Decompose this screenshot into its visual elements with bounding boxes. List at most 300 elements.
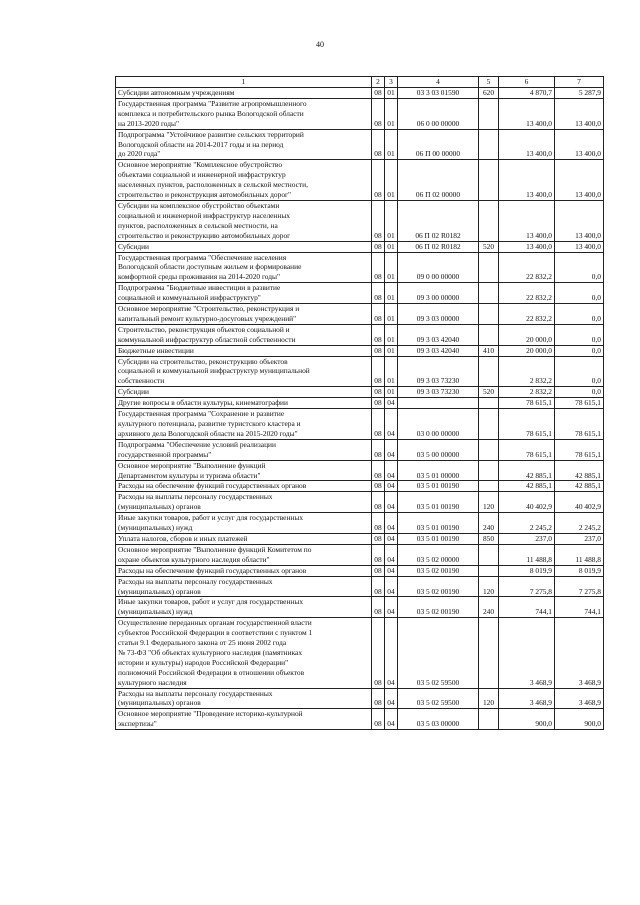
expense-type-cell-text: 120 [482,586,495,596]
table-row [116,597,604,618]
table-row [116,356,604,387]
target-article-cell-text: 06 0 00 00000 [416,118,460,128]
target-article-cell-text: 03 5 01 00190 [416,502,460,512]
target-article-cell-text: 03 5 02 00190 [416,565,460,575]
expense-type-cell [479,709,499,730]
subsection-code-cell [385,709,398,730]
expense-type-cell-text: 120 [482,698,495,708]
expense-type-cell [479,283,499,304]
table-row [116,688,604,709]
table-row [116,709,604,730]
amount-year2-cell-text: 42 885,1 [575,481,601,491]
expense-type-cell [479,460,499,481]
target-article-cell [398,565,479,576]
amount-year1-cell [499,345,555,356]
row-name-cell-text: Основное мероприятие "Выполнение функций Комитетом по охране объектов культурного наследия области" [118,544,312,564]
amount-year1-cell-text: 22 832,2 [526,293,552,303]
amount-year1-cell-text: 7 275,8 [529,586,552,596]
amount-year1-cell [499,129,555,160]
amount-year2-cell [555,597,604,618]
amount-year2-cell-text: 13 400,0 [575,190,601,200]
expense-type-cell [479,387,499,398]
target-article-cell-text: 09 3 03 00000 [416,313,460,323]
expense-type-cell-text: 240 [482,523,495,533]
amount-year2-cell [555,387,604,398]
amount-year1-cell-text: 78 615,1 [526,449,552,459]
target-article-cell [398,98,479,129]
subsection-code-cell [385,576,398,597]
amount-year2-cell-text: 744,1 [584,607,601,617]
subsection-code-cell-text: 01 [387,118,395,128]
expense-type-cell [479,160,499,201]
section-code-cell [372,618,385,688]
table-row [116,129,604,160]
amount-year2-cell [555,324,604,345]
target-article-cell [398,304,479,325]
subsection-code-cell-text: 04 [387,533,395,543]
subsection-code-cell [385,304,398,325]
table-row [116,160,604,201]
section-code-cell-text: 08 [374,376,382,386]
row-name-cell [116,409,372,440]
table-row [116,241,604,252]
row-name-cell-text: Субсидии [118,387,150,397]
subsection-code-cell [385,283,398,304]
row-name-cell [116,492,372,513]
target-article-cell [398,439,479,460]
section-code-cell-text: 08 [374,428,382,438]
target-article-cell-text: 06 П 02 R0182 [415,230,461,240]
amount-year2-cell-text: 0,0 [591,293,601,303]
target-article-cell [398,129,479,160]
subsection-code-cell-text: 01 [387,88,395,97]
amount-year2-cell [555,283,604,304]
header-cell: 3 [385,77,398,88]
row-name-cell-text: Государственная программа "Сохранение и развитие культурного потенциала, развитие туристского кластера и архивного дела Вологодской области на 2015-2020 годы" [118,409,301,438]
amount-year1-cell-text: 3 468,9 [529,677,552,687]
amount-year1-cell-text: 8 019,9 [529,565,552,575]
expense-type-cell-text: 240 [482,607,495,617]
table-row [116,409,604,440]
expense-type-cell [479,618,499,688]
row-name-cell-text: Уплата налогов, сборов и иных платежей [118,533,248,543]
amount-year1-cell-text: 11 488,8 [526,554,552,564]
amount-year2-cell [555,200,604,241]
section-code-cell [372,88,385,99]
section-code-cell [372,283,385,304]
target-article-cell-text: 03 0 00 00000 [416,428,460,438]
amount-year1-cell [499,304,555,325]
subsection-code-cell-text: 01 [387,241,395,251]
amount-year1-cell-text: 42 885,1 [526,481,552,491]
amount-year2-cell-text: 2 245,2 [578,523,601,533]
row-name-cell [116,98,372,129]
row-name-cell-text: Строительство, реконструкция объектов социальной и коммунальной инфраструктур областной собственности [118,324,296,344]
target-article-cell [398,409,479,440]
amount-year2-cell [555,533,604,544]
table-row [116,398,604,409]
subsection-code-cell [385,200,398,241]
subsection-code-cell [385,252,398,283]
subsection-code-cell [385,565,398,576]
amount-year2-cell-text: 42 885,1 [575,470,601,480]
target-article-cell-text: 09 3 03 42040 [416,345,460,355]
row-name-cell [116,544,372,565]
amount-year1-cell [499,688,555,709]
row-name-cell [116,597,372,618]
subsection-code-cell [385,387,398,398]
amount-year1-cell-text: 237,0 [535,533,552,543]
subsection-code-cell-text: 01 [387,149,395,159]
amount-year1-cell-text: 13 400,0 [526,190,552,200]
subsection-code-cell-text: 01 [387,345,395,355]
target-article-cell-text: 03 5 02 00190 [416,586,460,596]
target-article-cell-text: 03 5 02 59500 [416,698,460,708]
section-code-cell [372,304,385,325]
amount-year1-cell [499,88,555,99]
target-article-cell-text: 03 5 01 00000 [416,470,460,480]
section-code-cell-text: 08 [374,241,382,251]
amount-year2-cell [555,460,604,481]
amount-year1-cell-text: 2 832,2 [529,387,552,397]
target-article-cell [398,618,479,688]
subsection-code-cell-text: 01 [387,230,395,240]
section-code-cell-text: 08 [374,470,382,480]
amount-year2-cell-text: 0,0 [591,272,601,282]
table-row [116,252,604,283]
amount-year2-cell [555,544,604,565]
expense-type-cell-text: 850 [482,533,495,543]
amount-year1-cell [499,576,555,597]
header-cell: 6 [499,77,555,88]
row-name-cell [116,439,372,460]
subsection-code-cell-text: 04 [387,698,395,708]
target-article-cell [398,283,479,304]
expense-type-cell [479,439,499,460]
amount-year1-cell-text: 4 870,7 [529,88,552,97]
subsection-code-cell [385,533,398,544]
header-cell: 7 [555,77,604,88]
amount-year1-cell [499,513,555,534]
amount-year2-cell-text: 5 287,9 [578,88,601,97]
amount-year2-cell [555,481,604,492]
amount-year1-cell-text: 22 832,2 [526,313,552,323]
target-article-cell [398,576,479,597]
section-code-cell-text: 08 [374,398,382,408]
amount-year1-cell-text: 744,1 [535,607,552,617]
subsection-code-cell-text: 04 [387,586,395,596]
subsection-code-cell [385,129,398,160]
amount-year2-cell-text: 40 402,9 [575,502,601,512]
row-name-cell [116,129,372,160]
expense-type-cell [479,492,499,513]
row-name-cell [116,160,372,201]
row-name-cell-text: Расходы на обеспечение функций государственных органов [118,565,307,575]
expense-type-cell-text: 120 [482,502,495,512]
target-article-cell [398,252,479,283]
subsection-code-cell-text: 04 [387,398,395,408]
amount-year1-cell-text: 2 245,2 [529,523,552,533]
table-row [116,304,604,325]
section-code-cell [372,324,385,345]
row-name-cell-text: Расходы на выплаты персоналу государственных (муниципальных) органов [118,492,273,512]
subsection-code-cell-text: 04 [387,523,395,533]
subsection-code-cell-text: 04 [387,449,395,459]
amount-year2-cell [555,439,604,460]
amount-year1-cell [499,544,555,565]
amount-year1-cell-text: 78 615,1 [526,428,552,438]
target-article-cell-text: 03 5 02 00000 [416,554,460,564]
amount-year2-cell [555,688,604,709]
row-name-cell-text: Расходы на выплаты персоналу государственных (муниципальных) органов [118,688,273,708]
amount-year2-cell [555,252,604,283]
amount-year2-cell-text: 0,0 [591,313,601,323]
amount-year2-cell [555,398,604,409]
row-name-cell [116,460,372,481]
section-code-cell [372,241,385,252]
target-article-cell [398,398,479,409]
amount-year2-cell-text: 8 019,9 [578,565,601,575]
header-cell: 4 [398,77,479,88]
header-cell: 1 [116,77,372,88]
row-name-cell-text: Субсидии [118,241,150,251]
row-name-cell [116,356,372,387]
table-row [116,345,604,356]
section-code-cell [372,129,385,160]
section-code-cell [372,688,385,709]
section-code-cell-text: 08 [374,698,382,708]
expense-type-cell [479,252,499,283]
subsection-code-cell [385,492,398,513]
subsection-code-cell-text: 04 [387,470,395,480]
row-name-cell-text: Расходы на выплаты персоналу государственных (муниципальных) органов [118,576,273,596]
expense-type-cell [479,200,499,241]
amount-year2-cell [555,345,604,356]
expense-type-cell [479,565,499,576]
row-name-cell-text: Бюджетные инвестиции [118,345,194,355]
amount-year2-cell-text: 3 468,9 [578,698,601,708]
section-code-cell-text: 08 [374,533,382,543]
subsection-code-cell-text: 04 [387,719,395,729]
amount-year1-cell [499,252,555,283]
amount-year2-cell-text: 13 400,0 [575,230,601,240]
amount-year1-cell [499,481,555,492]
amount-year2-cell [555,492,604,513]
table-row [116,200,604,241]
target-article-cell-text: 03 5 02 00190 [416,607,460,617]
row-name-cell [116,324,372,345]
amount-year1-cell-text: 900,0 [535,719,552,729]
amount-year1-cell-text: 13 400,0 [526,241,552,251]
amount-year2-cell-text: 13 400,0 [575,149,601,159]
section-code-cell-text: 08 [374,345,382,355]
section-code-cell [372,597,385,618]
expense-type-cell [479,481,499,492]
subsection-code-cell-text: 01 [387,190,395,200]
expense-type-cell [479,356,499,387]
section-code-cell-text: 08 [374,149,382,159]
amount-year2-cell [555,160,604,201]
amount-year2-cell [555,88,604,99]
row-name-cell-text: Основное мероприятие "Комплексное обустройство объектами социальной и инженерной инфраструктур населенных пунктов, расположенных в сельской местности, строительство и реконструкция автомобильных дорог" [118,160,308,200]
table-row [116,544,604,565]
page-number: 40 [316,40,324,49]
amount-year1-cell [499,160,555,201]
section-code-cell-text: 08 [374,88,382,97]
target-article-cell-text: 06 П 02 00000 [415,190,461,200]
target-article-cell [398,241,479,252]
subsection-code-cell-text: 01 [387,313,395,323]
expense-type-cell-text: 620 [482,88,495,97]
amount-year1-cell [499,439,555,460]
amount-year1-cell [499,324,555,345]
row-name-cell-text: Расходы на обеспечение функций государственных органов [118,481,307,491]
amount-year2-cell [555,409,604,440]
target-article-cell-text: 03 5 03 00000 [416,719,460,729]
section-code-cell [372,160,385,201]
amount-year2-cell [555,129,604,160]
table-row [116,618,604,688]
row-name-cell [116,241,372,252]
amount-year1-cell [499,409,555,440]
expense-type-cell [479,409,499,440]
amount-year1-cell [499,460,555,481]
expense-type-cell [479,241,499,252]
target-article-cell-text: 03 5 00 00000 [416,449,460,459]
amount-year1-cell-text: 3 468,9 [529,698,552,708]
expense-type-cell [479,513,499,534]
section-code-cell [372,356,385,387]
section-code-cell [372,533,385,544]
section-code-cell [372,439,385,460]
target-article-cell [398,88,479,99]
row-name-cell [116,709,372,730]
table-row [116,513,604,534]
target-article-cell [398,492,479,513]
amount-year1-cell-text: 2 832,2 [529,376,552,386]
section-code-cell [372,481,385,492]
target-article-cell [398,460,479,481]
table-row [116,283,604,304]
target-article-cell-text: 03 5 01 00190 [416,523,460,533]
amount-year1-cell-text: 13 400,0 [526,230,552,240]
expense-type-cell [479,324,499,345]
amount-year1-cell-text: 20 000,0 [526,334,552,344]
amount-year1-cell-text: 13 400,0 [526,149,552,159]
subsection-code-cell [385,88,398,99]
section-code-cell-text: 08 [374,586,382,596]
section-code-cell-text: 08 [374,272,382,282]
table-row [116,481,604,492]
subsection-code-cell [385,98,398,129]
amount-year2-cell [555,576,604,597]
table-row [116,439,604,460]
row-name-cell-text: Государственная программа "Обеспечение населения Вологодской области доступным жильем и формирование комфортной среды проживания на 2014-2020 годы" [118,252,302,282]
section-code-cell [372,544,385,565]
amount-year1-cell-text: 22 832,2 [526,272,552,282]
subsection-code-cell [385,460,398,481]
subsection-code-cell-text: 04 [387,428,395,438]
subsection-code-cell [385,544,398,565]
amount-year2-cell [555,304,604,325]
section-code-cell-text: 08 [374,449,382,459]
amount-year2-cell-text: 900,0 [584,719,601,729]
section-code-cell [372,513,385,534]
amount-year1-cell [499,283,555,304]
table-row [116,492,604,513]
target-article-cell-text: 09 3 03 42040 [416,334,460,344]
row-name-cell-text: Субсидии автономным учреждениям [118,88,235,97]
target-article-cell-text: 09 0 00 00000 [416,272,460,282]
amount-year2-cell-text: 78 615,1 [575,428,601,438]
header-cell: 5 [479,77,499,88]
subsection-code-cell [385,481,398,492]
subsection-code-cell-text: 01 [387,334,395,344]
amount-year2-cell-text: 0,0 [591,387,601,397]
row-name-cell-text: Иные закупки товаров, работ и услуг для государственных (муниципальных) нужд [118,597,304,617]
section-code-cell [372,200,385,241]
row-name-cell-text: Субсидии на комплексное обустройство объектами социальной и инженерной инфраструктур населенных пунктов, расположенных в сельской местности, на строительство и реконструкцию автомобильных дорог [118,200,291,240]
table-row [116,565,604,576]
row-name-cell-text: Государственная программа "Развитие агропромышленного комплекса и потребительского рынка Вологодской области на 2013-2020 годы" [118,98,307,128]
subsection-code-cell-text: 01 [387,387,395,397]
section-code-cell-text: 08 [374,481,382,491]
row-name-cell-text: Подпрограмма "Устойчивое развитие сельских территорий Вологодской области на 2014-2017 годы и на период до 2020 года" [118,129,304,159]
section-code-cell [372,252,385,283]
target-article-cell [398,597,479,618]
subsection-code-cell [385,324,398,345]
expense-type-cell [479,88,499,99]
amount-year1-cell [499,356,555,387]
section-code-cell [372,398,385,409]
subsection-code-cell [385,398,398,409]
row-name-cell-text: Субсидии на строительство, реконструкцию объектов социальной и коммунальной инфраструктур муниципальной собственности [118,356,310,386]
subsection-code-cell-text: 04 [387,565,395,575]
expense-type-cell [479,398,499,409]
row-name-cell-text: Подпрограмма "Обеспечение условий реализации государственной программы" [118,439,276,459]
amount-year2-cell-text: 0,0 [591,345,601,355]
section-code-cell [372,460,385,481]
section-code-cell-text: 08 [374,719,382,729]
row-name-cell [116,304,372,325]
amount-year1-cell-text: 42 885,1 [526,470,552,480]
row-name-cell [116,200,372,241]
row-name-cell [116,88,372,99]
row-name-cell [116,576,372,597]
expense-type-cell [479,98,499,129]
row-name-cell [116,387,372,398]
subsection-code-cell [385,345,398,356]
subsection-code-cell-text: 04 [387,481,395,491]
expense-type-cell-text: 410 [482,345,495,355]
row-name-cell-text: Основное мероприятие "Выполнение функций Департаментом культуры и туризма области" [118,460,266,480]
amount-year1-cell [499,241,555,252]
amount-year1-cell [499,533,555,544]
section-code-cell-text: 08 [374,313,382,323]
row-name-cell-text: Основное мероприятие "Проведение историко-культурной экспертизы" [118,709,303,729]
amount-year1-cell-text: 20 000,0 [526,345,552,355]
amount-year2-cell [555,356,604,387]
amount-year1-cell [499,398,555,409]
amount-year2-cell-text: 237,0 [584,533,601,543]
row-name-cell [116,481,372,492]
target-article-cell [398,513,479,534]
target-article-cell [398,481,479,492]
amount-year2-cell [555,565,604,576]
target-article-cell [398,160,479,201]
amount-year1-cell [499,200,555,241]
section-code-cell-text: 08 [374,502,382,512]
